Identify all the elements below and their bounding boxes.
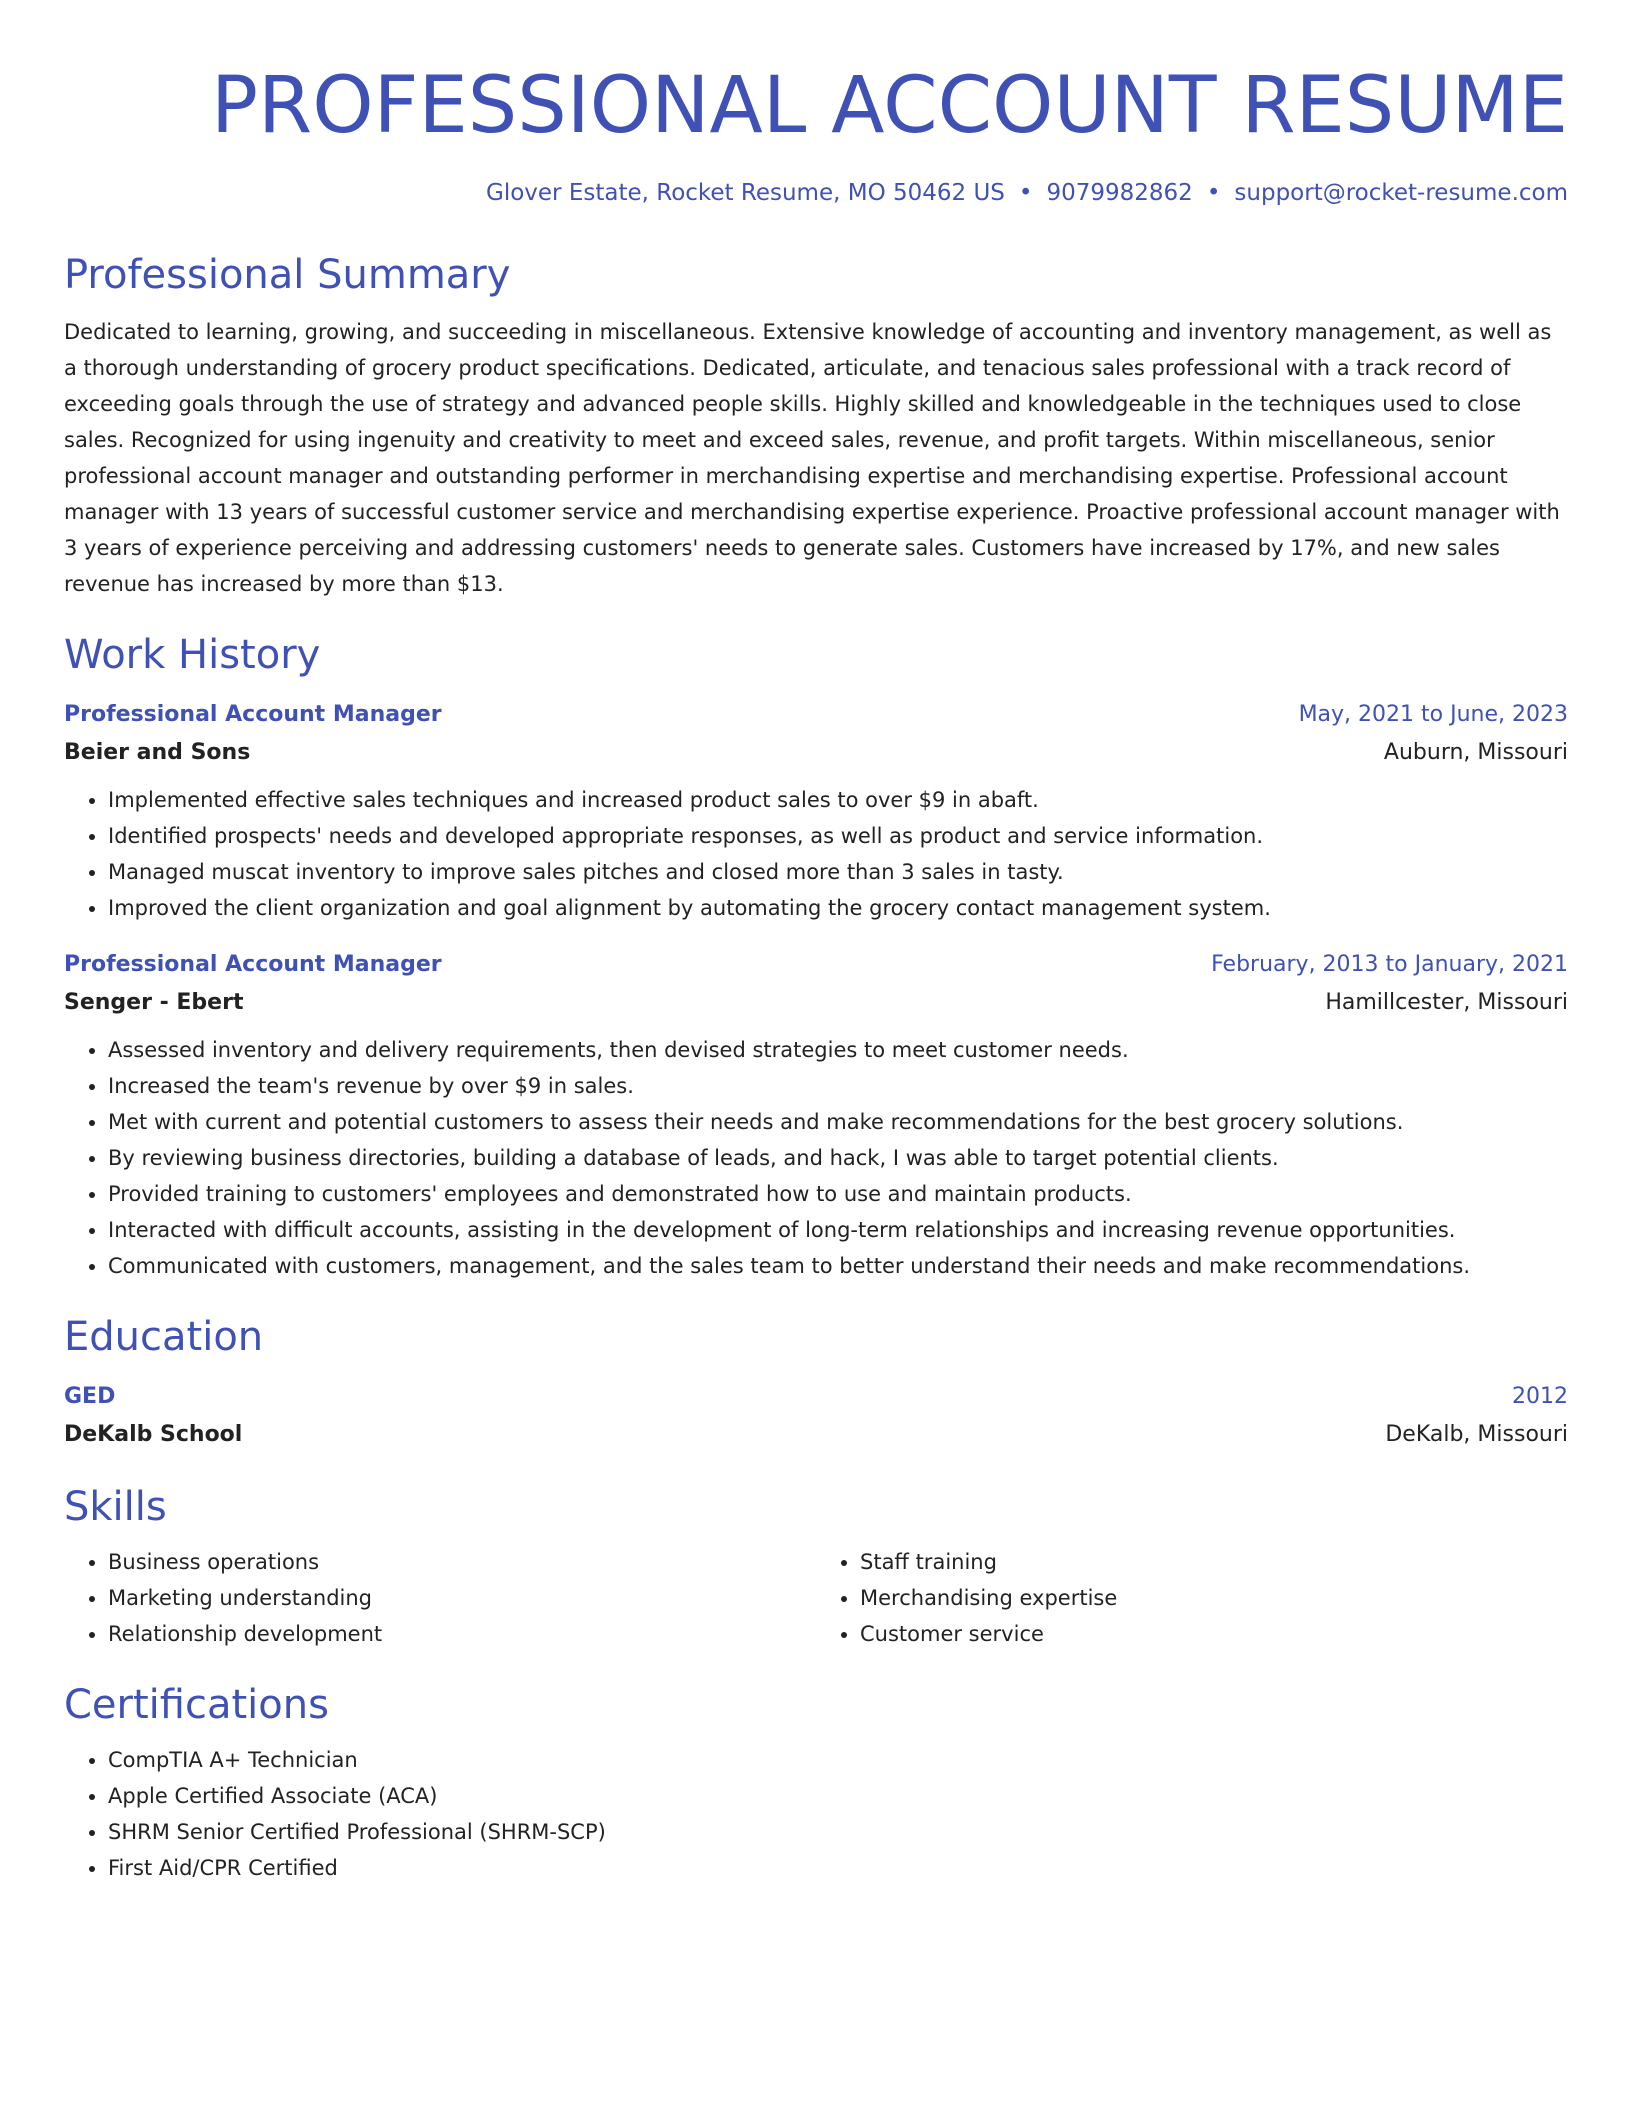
- list-item: • Assessed inventory and delivery requirements, then devised strategies to meet customer needs.: [108, 1032, 1568, 1068]
- skills-list-right: [816, 1544, 1568, 1652]
- education-year: 2012: [1512, 1384, 1568, 1409]
- address: Glover Estate, Rocket Resume, MO 50462 US: [486, 180, 1005, 206]
- email: support@rocket-resume.com: [1234, 180, 1568, 206]
- school-location: DeKalb, Missouri: [1385, 1422, 1568, 1447]
- list-item: • Identified prospects' needs and developed appropriate responses, as well as product and service information.: [108, 818, 1568, 854]
- list-item: • Increased the team's revenue by over $9 in sales.: [108, 1068, 1568, 1104]
- job-location: Auburn, Missouri: [1383, 740, 1568, 765]
- summary-text: Dedicated to learning, growing, and succeeding in miscellaneous. Extensive knowledge of accounting and inventory management, as well as a thorough understanding of grocery product specifications. Dedicated, articulate, and tenacious sales professional with a track record of exceeding goals through the use of strategy and advanced people skills. Highly skilled and knowledgeable in the techniques used to close sales. Recognized for using ingenuity and creativity to meet and exceed sales, revenue, and profit targets. Within miscellaneous, senior professional account manager and outstanding performer in merchandising expertise and merchandising expertise. Professional account manager with 13 years of successful customer service and merchandising expertise experience. Proactive professional account manager with 3 years of experience perceiving and addressing customers' needs to generate sales. Customers have increased by 17%, and new sales revenue has increased by more than $13.: [64, 320, 1560, 596]
- list-item: • Met with current and potential customers to assess their needs and make recommendations for the best grocery solutions.: [108, 1104, 1568, 1140]
- skills-section: [64, 1480, 1568, 1652]
- certifications-section: [64, 1678, 1568, 1886]
- skills-list-left: [64, 1544, 816, 1652]
- degree: GED: [64, 1384, 116, 1409]
- list-item: • Managed muscat inventory to improve sales pitches and closed more than 3 sales in tasty.: [108, 854, 1568, 890]
- list-item: • SHRM Senior Certified Professional (SHRM-SCP): [108, 1814, 1568, 1850]
- list-item: • Communicated with customers, management, and the sales team to better understand their needs and make recommendations.: [108, 1248, 1568, 1284]
- list-item: • Business operations: [108, 1544, 816, 1580]
- job-bullets: [64, 1032, 1568, 1284]
- list-item: • CompTIA A+ Technician: [108, 1742, 1568, 1778]
- employer: Senger - Ebert: [64, 990, 244, 1015]
- contact-separator: •: [1018, 180, 1033, 206]
- certifications-heading: Certifications: [64, 1682, 329, 1728]
- job-entry: [64, 696, 1568, 926]
- skills-heading: Skills: [64, 1484, 167, 1530]
- job-title: Professional Account Manager: [64, 952, 442, 977]
- list-item: • By reviewing business directories, building a database of leads, and hack, I was able to target potential clients.: [108, 1140, 1568, 1176]
- list-item: • Staff training: [860, 1544, 1568, 1580]
- education-heading: Education: [64, 1314, 264, 1360]
- list-item: • Marketing understanding: [108, 1580, 816, 1616]
- school: DeKalb School: [64, 1422, 243, 1447]
- education-section: [64, 1310, 1568, 1454]
- list-item: • First Aid/CPR Certified: [108, 1850, 1568, 1886]
- list-item: • Merchandising expertise: [860, 1580, 1568, 1616]
- summary-heading: Professional Summary: [64, 252, 511, 298]
- phone: 9079982862: [1046, 180, 1193, 206]
- list-item: • Apple Certified Associate (ACA): [108, 1778, 1568, 1814]
- job-title: Professional Account Manager: [64, 702, 442, 727]
- list-item: • Provided training to customers' employees and demonstrated how to use and maintain products.: [108, 1176, 1568, 1212]
- work-history-section: [64, 628, 1568, 1284]
- job-dates: May, 2021 to June, 2023: [1298, 702, 1568, 727]
- summary-section: [64, 248, 1568, 602]
- job-bullets: [64, 782, 1568, 926]
- resume-title: PROFESSIONAL ACCOUNT RESUME: [210, 61, 1568, 151]
- job-entry: [64, 946, 1568, 1284]
- list-item: • Interacted with difficult accounts, assisting in the development of long-term relationships and increasing revenue opportunities.: [108, 1212, 1568, 1248]
- contact-line: [64, 176, 1568, 210]
- list-item: • Implemented effective sales techniques and increased product sales to over $9 in abaft.: [108, 782, 1568, 818]
- job-dates: February, 2013 to January, 2021: [1211, 952, 1568, 977]
- work-history-heading: Work History: [64, 632, 321, 678]
- list-item: • Customer service: [860, 1616, 1568, 1652]
- employer: Beier and Sons: [64, 740, 251, 765]
- contact-separator: •: [1206, 180, 1221, 206]
- list-item: • Relationship development: [108, 1616, 816, 1652]
- skills-columns: [64, 1534, 1568, 1652]
- list-item: • Improved the client organization and goal alignment by automating the grocery contact management system.: [108, 890, 1568, 926]
- job-location: Hamillcester, Missouri: [1325, 990, 1568, 1015]
- certifications-list: [64, 1742, 1568, 1886]
